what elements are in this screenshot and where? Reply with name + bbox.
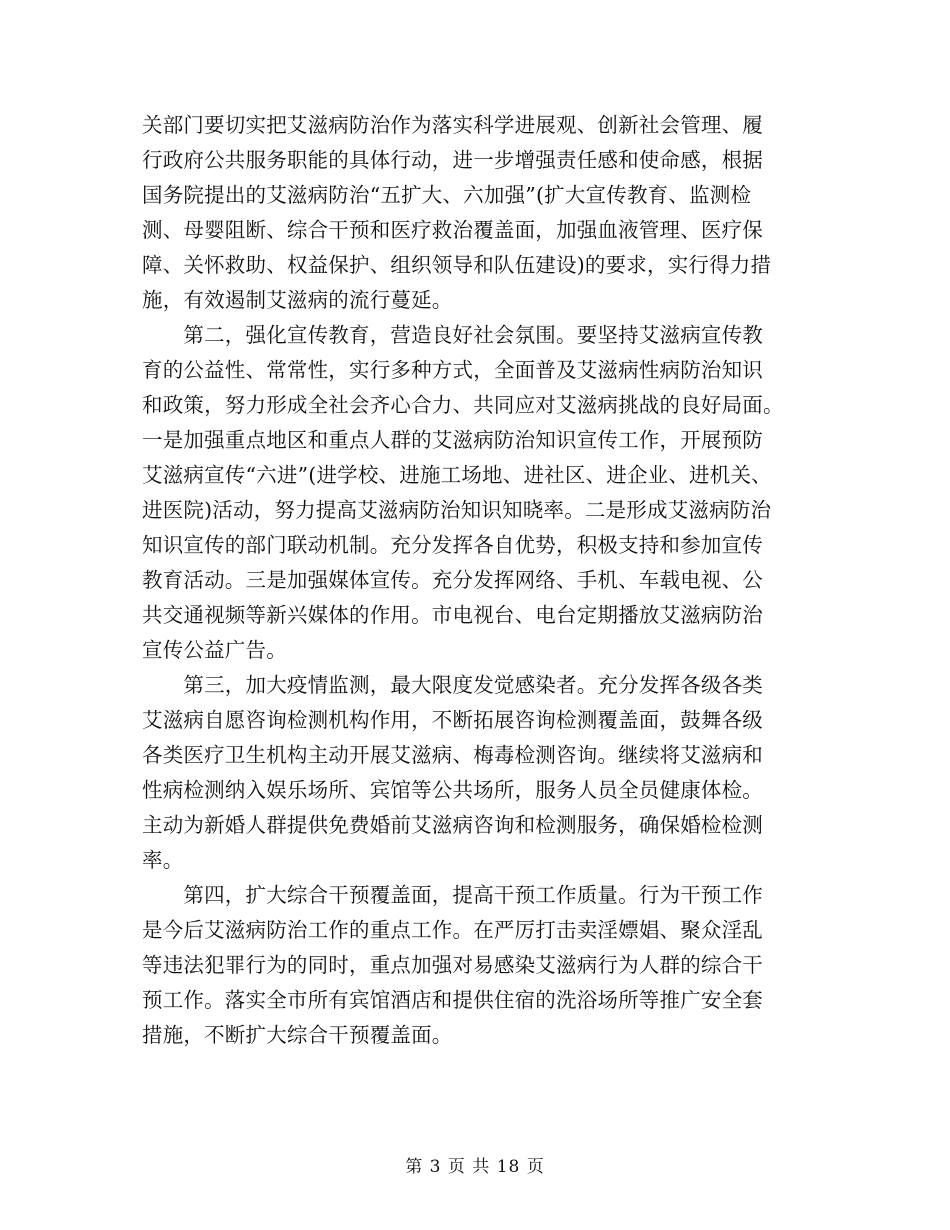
text-line: 行政府公共服务职能的具体行动，进一步增强责任感和使命感，根据 bbox=[142, 148, 763, 172]
text-line: 各类医疗卫生机构主动开展艾滋病、梅毒检测咨询。继续将艾滋病和 bbox=[142, 743, 763, 767]
text-line: 是今后艾滋病防治工作的重点工作。在严厉打击卖淫嫖娼、聚众淫乱 bbox=[142, 918, 763, 942]
text-line: 关部门要切实把艾滋病防治作为落实科学进展观、创新社会管理、履 bbox=[142, 113, 763, 137]
body-text bbox=[142, 108, 822, 1053]
text-line: 育的公益性、常常性，实行多种方式，全面普及艾滋病性病防治知识 bbox=[142, 358, 763, 382]
text-line: 宣传公益广告。 bbox=[142, 638, 287, 662]
text-line: 艾滋病宣传“六进”(进学校、进施工场地、进社区、进企业、进机关、 bbox=[142, 463, 772, 487]
text-line: 性病检测纳入娱乐场所、宾馆等公共场所，服务人员全员健康体检。 bbox=[142, 778, 763, 802]
page-number-footer: 第 3 页 共 18 页 bbox=[405, 1157, 545, 1177]
text-line: 障、关怀救助、权益保护、组织领导和队伍建设)的要求，实行得力措 bbox=[142, 253, 772, 277]
text-line: 测、母婴阻断、综合干预和医疗救治覆盖面，加强血液管理、医疗保 bbox=[142, 218, 763, 242]
text-line: 等违法犯罪行为的同时，重点加强对易感染艾滋病行为人群的综合干 bbox=[142, 953, 763, 977]
text-line: 第二，强化宣传教育，营造良好社会氛围。要坚持艾滋病宣传教 bbox=[142, 323, 763, 347]
text-line: 一是加强重点地区和重点人群的艾滋病防治知识宣传工作，开展预防 bbox=[142, 428, 763, 452]
text-line: 施，有效遏制艾滋病的流行蔓延。 bbox=[142, 288, 453, 312]
text-line: 艾滋病自愿咨询检测机构作用，不断拓展咨询检测覆盖面，鼓舞各级 bbox=[142, 708, 763, 732]
text-line: 和政策，努力形成全社会齐心合力、共同应对艾滋病挑战的良好局面。 bbox=[142, 393, 784, 417]
text-line: 进医院)活动，努力提高艾滋病防治知识知晓率。二是形成艾滋病防治 bbox=[142, 498, 772, 522]
text-line: 教育活动。三是加强媒体宣传。充分发挥网络、手机、车载电视、公 bbox=[142, 568, 763, 592]
text-line: 第三，加大疫情监测，最大限度发觉感染者。充分发挥各级各类 bbox=[142, 673, 763, 697]
text-line: 第四，扩大综合干预覆盖面，提高干预工作质量。行为干预工作 bbox=[142, 883, 763, 907]
text-line: 预工作。落实全市所有宾馆酒店和提供住宿的洗浴场所等推广安全套 bbox=[142, 988, 763, 1012]
text-line: 国务院提出的艾滋病防治“五扩大、六加强”(扩大宣传教育、监测检 bbox=[142, 183, 752, 207]
text-line: 知识宣传的部门联动机制。充分发挥各自优势，积极支持和参加宣传 bbox=[142, 533, 763, 557]
text-line: 共交通视频等新兴媒体的作用。市电视台、电台定期播放艾滋病防治 bbox=[142, 603, 763, 627]
text-line: 率。 bbox=[142, 848, 184, 872]
text-line: 措施，不断扩大综合干预覆盖面。 bbox=[142, 1023, 453, 1047]
text-line: 主动为新婚人群提供免费婚前艾滋病咨询和检测服务，确保婚检检测 bbox=[142, 813, 763, 837]
